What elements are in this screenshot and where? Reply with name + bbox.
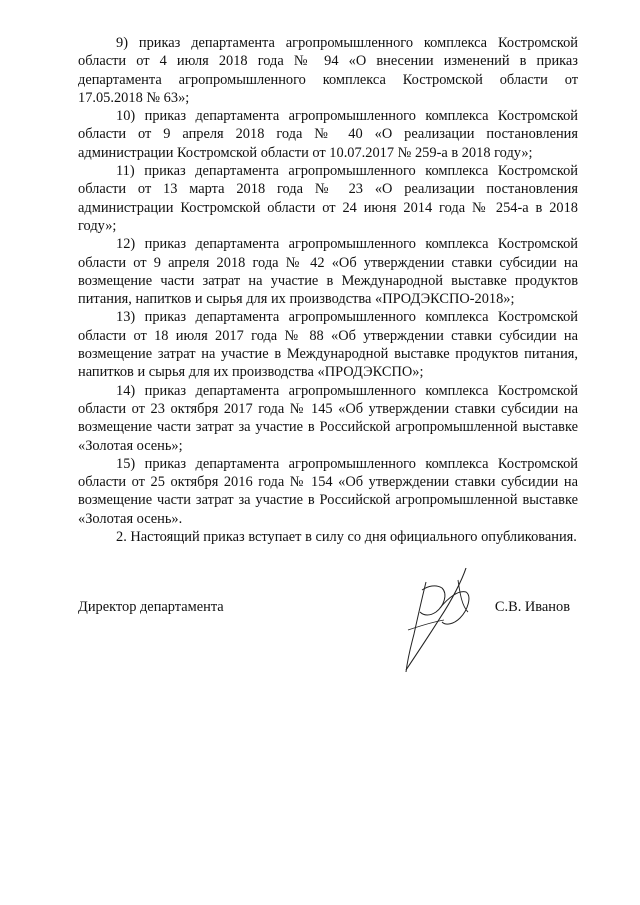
document-body	[78, 34, 578, 546]
list-item-12: 12) приказ департамента агропромышленного комплекса Костромской области от 9 апреля 2018 года № 42 «Об утверждении ставки субсидии на возмещение части затрат на участие в Международной выставке продуктов питания, напитков и сырья для их производства «ПРОДЭКСПО-2018»;	[78, 236, 578, 308]
list-item-15: 15) приказ департамента агропромышленного комплекса Костромской области от 25 октября 2016 года № 154 «Об утверждении ставки субсидии на возмещение части затрат за участие в Российской агропромышленной выставке «Золотая осень».	[78, 455, 578, 527]
signatory-position: Директор департамента	[78, 599, 224, 615]
list-item-11: 11) приказ департамента агропромышленного комплекса Костромской области от 13 марта 2018 года № 23 «О реализации постановления администрации Костромской области от 24 июня 2014 года № 254-а в 2018 году»;	[78, 163, 578, 234]
list-item-10: 10) приказ департамента агропромышленного комплекса Костромской области от 9 апреля 2018 года № 40 «О реализации постановления администрации Костромской области от 10.07.2017 № 259-а в 2018 году»;	[78, 108, 578, 161]
handwritten-signature	[378, 560, 488, 680]
effective-clause: 2. Настоящий приказ вступает в силу со дня официального опубликования.	[116, 529, 577, 546]
signature-block	[78, 598, 578, 620]
signatory-name: С.В. Иванов	[494, 599, 570, 615]
list-item-9: 9) приказ департамента агропромышленного комплекса Костромской области от 4 июля 2018 года № 94 «О внесении изменений в приказ департамента агропромышленного комплекса Костромской области от 17.05.2018 № 63»;	[78, 35, 578, 106]
list-item-13: 13) приказ департамента агропромышленного комплекса Костромской области от 18 июля 2017 года № 88 «Об утверждении ставки субсидии на возмещение затрат на участие в Международной выставке продуктов питания, напитков и сырья для их производства «ПРОДЭКСПО»;	[78, 309, 578, 381]
list-item-14: 14) приказ департамента агропромышленного комплекса Костромской области от 23 октября 2017 года № 145 «Об утверждении ставки субсидии на возмещение части затрат за участие в Российской агропромышленной выставке «Золотая осень»;	[78, 382, 578, 454]
